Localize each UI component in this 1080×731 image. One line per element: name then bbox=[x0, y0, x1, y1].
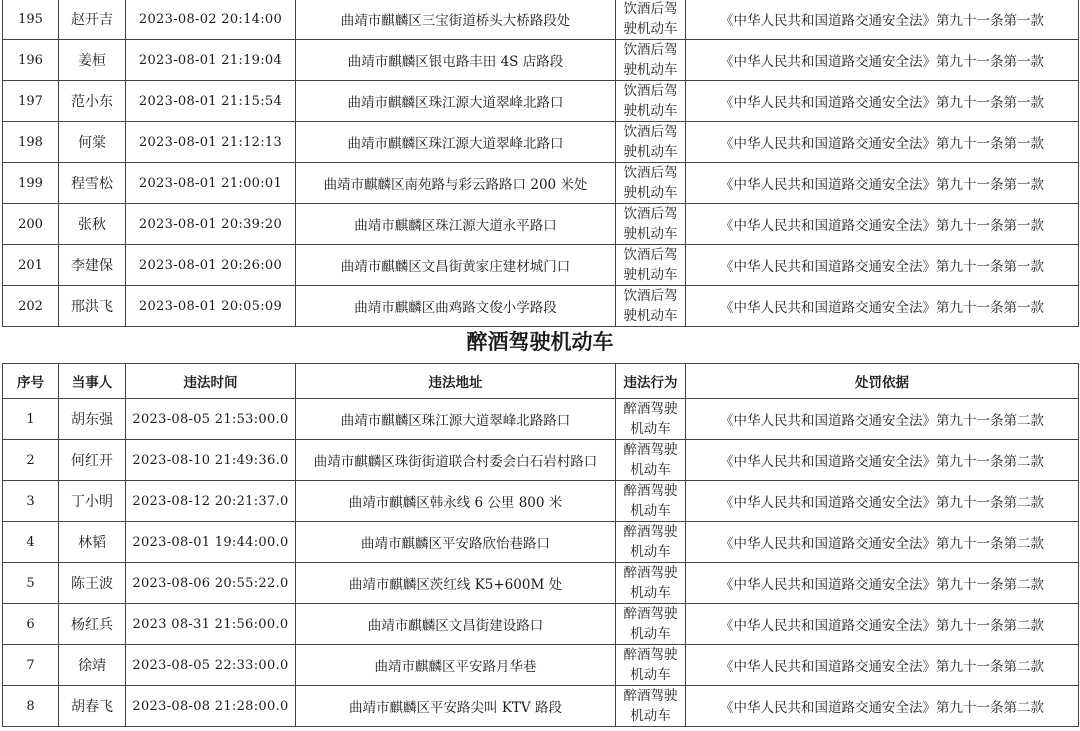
cell-seq: 2 bbox=[3, 440, 59, 481]
cell-name: 邢洪飞 bbox=[59, 286, 126, 327]
cell-address: 曲靖市麒麟区珠江源大道翠峰北路路口 bbox=[296, 399, 616, 440]
cell-time: 2023-08-01 19:44:00.0 bbox=[126, 522, 296, 563]
cell-name: 林韬 bbox=[59, 522, 126, 563]
drunk-driving-violations-table bbox=[2, 363, 1079, 727]
header-name: 当事人 bbox=[59, 364, 126, 399]
cell-address: 曲靖市麒麟区银屯路丰田 4S 店路段 bbox=[296, 40, 616, 81]
cell-time: 2023-08-01 20:05:09 bbox=[126, 286, 296, 327]
table-row bbox=[3, 522, 1079, 563]
cell-address: 曲靖市麒麟区平安路尖叫 KTV 路段 bbox=[296, 686, 616, 727]
cell-action: 醉酒驾驶机动车 bbox=[616, 440, 686, 481]
table-row bbox=[3, 440, 1079, 481]
cell-time: 2023-08-05 22:33:00.0 bbox=[126, 645, 296, 686]
cell-name: 张秋 bbox=[59, 204, 126, 245]
section-title: 醉酒驾驶机动车 bbox=[466, 330, 614, 354]
cell-basis: 《中华人民共和国道路交通安全法》第九十一条第二款 bbox=[686, 563, 1079, 604]
cell-name: 徐靖 bbox=[59, 645, 126, 686]
cell-seq: 8 bbox=[3, 686, 59, 727]
cell-action: 醉酒驾驶机动车 bbox=[616, 604, 686, 645]
table-row bbox=[3, 204, 1079, 245]
cell-time: 2023-08-06 20:55:22.0 bbox=[126, 563, 296, 604]
cell-basis: 《中华人民共和国道路交通安全法》第九十一条第一款 bbox=[686, 122, 1079, 163]
drunk-driving-violations-table-continued bbox=[2, 0, 1079, 327]
cell-seq: 197 bbox=[3, 81, 59, 122]
cell-basis: 《中华人民共和国道路交通安全法》第九十一条第一款 bbox=[686, 286, 1079, 327]
cell-address: 曲靖市麒麟区韩永线 6 公里 800 米 bbox=[296, 481, 616, 522]
cell-seq: 199 bbox=[3, 163, 59, 204]
cell-basis: 《中华人民共和国道路交通安全法》第九十一条第二款 bbox=[686, 686, 1079, 727]
cell-action: 醉酒驾驶机动车 bbox=[616, 686, 686, 727]
cell-basis: 《中华人民共和国道路交通安全法》第九十一条第一款 bbox=[686, 0, 1079, 40]
cell-seq: 202 bbox=[3, 286, 59, 327]
cell-seq: 6 bbox=[3, 604, 59, 645]
cell-action: 醉酒驾驶机动车 bbox=[616, 645, 686, 686]
cell-seq: 7 bbox=[3, 645, 59, 686]
table-row bbox=[3, 122, 1079, 163]
cell-time: 2023-08-01 21:19:04 bbox=[126, 40, 296, 81]
cell-address: 曲靖市麒麟区文昌街建设路口 bbox=[296, 604, 616, 645]
cell-action: 饮酒后驾驶机动车 bbox=[616, 40, 686, 81]
cell-basis: 《中华人民共和国道路交通安全法》第九十一条第二款 bbox=[686, 440, 1079, 481]
table-row bbox=[3, 0, 1079, 40]
cell-address: 曲靖市麒麟区珠街街道联合村委会白石岩村路口 bbox=[296, 440, 616, 481]
cell-time: 2023-08-01 20:26:00 bbox=[126, 245, 296, 286]
cell-basis: 《中华人民共和国道路交通安全法》第九十一条第二款 bbox=[686, 645, 1079, 686]
cell-action: 饮酒后驾驶机动车 bbox=[616, 0, 686, 40]
cell-seq: 201 bbox=[3, 245, 59, 286]
cell-seq: 5 bbox=[3, 563, 59, 604]
cell-basis: 《中华人民共和国道路交通安全法》第九十一条第一款 bbox=[686, 245, 1079, 286]
cell-address: 曲靖市麒麟区三宝街道桥头大桥路段处 bbox=[296, 0, 616, 40]
cell-action: 饮酒后驾驶机动车 bbox=[616, 81, 686, 122]
cell-action: 饮酒后驾驶机动车 bbox=[616, 286, 686, 327]
table-row bbox=[3, 81, 1079, 122]
cell-seq: 3 bbox=[3, 481, 59, 522]
header-action: 违法行为 bbox=[616, 364, 686, 399]
cell-address: 曲靖市麒麟区文昌街黄家庄建材城门口 bbox=[296, 245, 616, 286]
table-row bbox=[3, 686, 1079, 727]
cell-time: 2023-08-01 20:39:20 bbox=[126, 204, 296, 245]
cell-name: 胡春飞 bbox=[59, 686, 126, 727]
cell-address: 曲靖市麒麟区曲鸡路文俊小学路段 bbox=[296, 286, 616, 327]
cell-time: 2023 08-31 21:56:00.0 bbox=[126, 604, 296, 645]
cell-time: 2023-08-01 21:15:54 bbox=[126, 81, 296, 122]
table-row bbox=[3, 399, 1079, 440]
cell-address: 曲靖市麒麟区南苑路与彩云路路口 200 米处 bbox=[296, 163, 616, 204]
cell-action: 醉酒驾驶机动车 bbox=[616, 481, 686, 522]
cell-address: 曲靖市麒麟区珠江源大道翠峰北路口 bbox=[296, 81, 616, 122]
cell-address: 曲靖市麒麟区茨红线 K5+600M 处 bbox=[296, 563, 616, 604]
cell-basis: 《中华人民共和国道路交通安全法》第九十一条第二款 bbox=[686, 522, 1079, 563]
cell-seq: 200 bbox=[3, 204, 59, 245]
cell-action: 醉酒驾驶机动车 bbox=[616, 563, 686, 604]
table-row bbox=[3, 286, 1079, 327]
cell-basis: 《中华人民共和国道路交通安全法》第九十一条第二款 bbox=[686, 604, 1079, 645]
cell-name: 陈王波 bbox=[59, 563, 126, 604]
cell-name: 程雪松 bbox=[59, 163, 126, 204]
cell-time: 2023-08-10 21:49:36.0 bbox=[126, 440, 296, 481]
cell-action: 饮酒后驾驶机动车 bbox=[616, 245, 686, 286]
cell-name: 姜桓 bbox=[59, 40, 126, 81]
cell-name: 李建保 bbox=[59, 245, 126, 286]
cell-basis: 《中华人民共和国道路交通安全法》第九十一条第一款 bbox=[686, 40, 1079, 81]
cell-action: 醉酒驾驶机动车 bbox=[616, 522, 686, 563]
table-row bbox=[3, 604, 1079, 645]
cell-action: 饮酒后驾驶机动车 bbox=[616, 122, 686, 163]
cell-name: 何红开 bbox=[59, 440, 126, 481]
cell-time: 2023-08-05 21:53:00.0 bbox=[126, 399, 296, 440]
cell-address: 曲靖市麒麟区珠江源大道翠峰北路口 bbox=[296, 122, 616, 163]
header-time: 违法时间 bbox=[126, 364, 296, 399]
cell-basis: 《中华人民共和国道路交通安全法》第九十一条第一款 bbox=[686, 81, 1079, 122]
cell-basis: 《中华人民共和国道路交通安全法》第九十一条第一款 bbox=[686, 163, 1079, 204]
cell-seq: 1 bbox=[3, 399, 59, 440]
header-address: 违法地址 bbox=[296, 364, 616, 399]
cell-seq: 196 bbox=[3, 40, 59, 81]
cell-address: 曲靖市麒麟区平安路月华巷 bbox=[296, 645, 616, 686]
cell-action: 饮酒后驾驶机动车 bbox=[616, 204, 686, 245]
cell-basis: 《中华人民共和国道路交通安全法》第九十一条第一款 bbox=[686, 204, 1079, 245]
table-header-row bbox=[3, 364, 1079, 399]
cell-name: 赵开吉 bbox=[59, 0, 126, 40]
cell-address: 曲靖市麒麟区珠江源大道永平路口 bbox=[296, 204, 616, 245]
cell-basis: 《中华人民共和国道路交通安全法》第九十一条第二款 bbox=[686, 481, 1079, 522]
cell-name: 胡东强 bbox=[59, 399, 126, 440]
table-row bbox=[3, 245, 1079, 286]
table-row bbox=[3, 645, 1079, 686]
cell-address: 曲靖市麒麟区平安路欣怡巷路口 bbox=[296, 522, 616, 563]
cell-name: 何棠 bbox=[59, 122, 126, 163]
cell-name: 杨红兵 bbox=[59, 604, 126, 645]
cell-time: 2023-08-12 20:21:37.0 bbox=[126, 481, 296, 522]
cell-action: 醉酒驾驶机动车 bbox=[616, 399, 686, 440]
cell-seq: 195 bbox=[3, 0, 59, 40]
cell-seq: 4 bbox=[3, 522, 59, 563]
table-row bbox=[3, 163, 1079, 204]
header-basis: 处罚依据 bbox=[686, 364, 1079, 399]
cell-time: 2023-08-08 21:28:00.0 bbox=[126, 686, 296, 727]
cell-time: 2023-08-01 21:12:13 bbox=[126, 122, 296, 163]
table-row bbox=[3, 563, 1079, 604]
cell-time: 2023-08-01 21:00:01 bbox=[126, 163, 296, 204]
header-seq: 序号 bbox=[3, 364, 59, 399]
cell-basis: 《中华人民共和国道路交通安全法》第九十一条第二款 bbox=[686, 399, 1079, 440]
table-row bbox=[3, 481, 1079, 522]
cell-name: 范小东 bbox=[59, 81, 126, 122]
cell-time: 2023-08-02 20:14:00 bbox=[126, 0, 296, 40]
table-row bbox=[3, 40, 1079, 81]
cell-action: 饮酒后驾驶机动车 bbox=[616, 163, 686, 204]
cell-name: 丁小明 bbox=[59, 481, 126, 522]
cell-seq: 198 bbox=[3, 122, 59, 163]
